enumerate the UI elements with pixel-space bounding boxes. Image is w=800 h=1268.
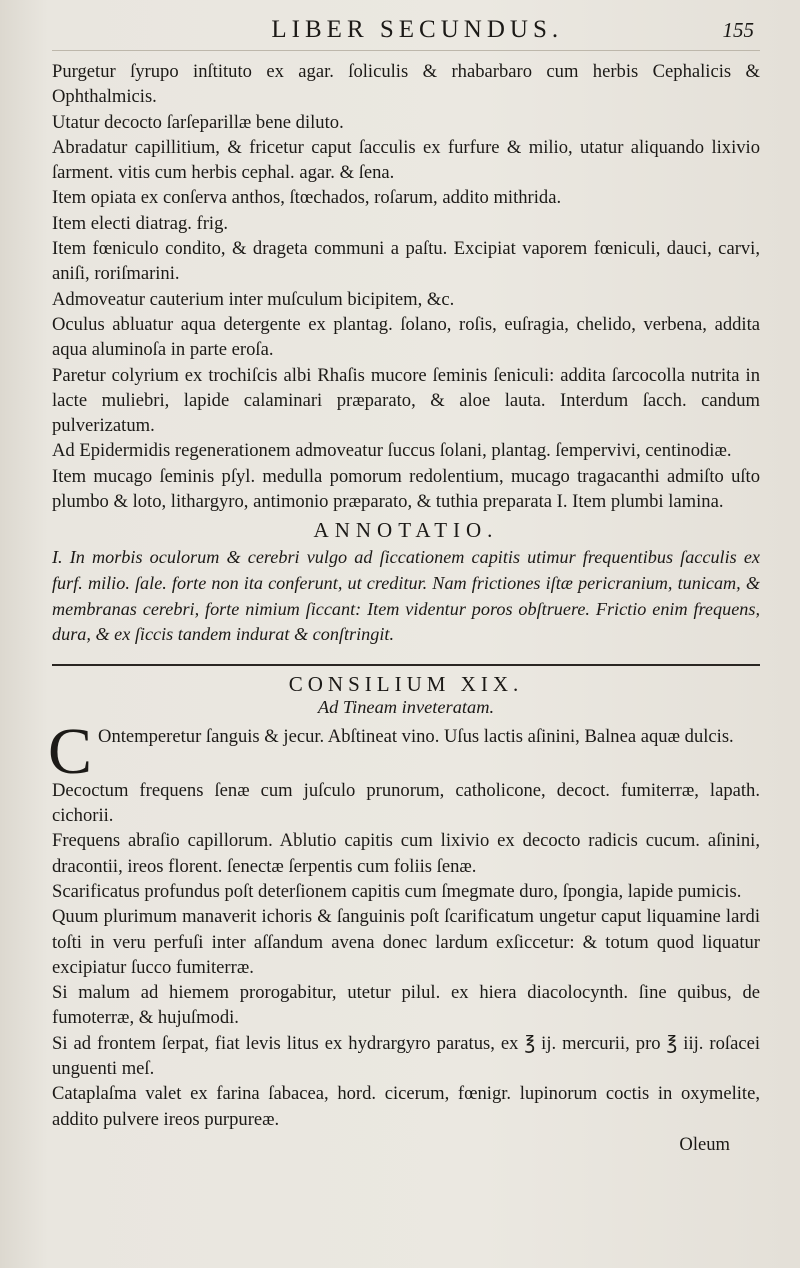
opening-paragraph (48, 714, 760, 788)
annotation-section (52, 518, 760, 647)
consilium-paragraph: Decoctum frequens ſenæ cum juſculo prunorum, catholicone, decoct. fumiterræ, lapath. cichorii. (52, 779, 760, 827)
prescription-paragraph: Item electi diatrag. frig. (52, 212, 229, 234)
annotation-text: I. In morbis oculorum & cerebri vulgo ad ſiccationem capitis utimur frequentibus ſacculis ex furf. milio. ſale. forte non ita conferunt, ut creditur. Nam frictiones iſtæ pericranium, tunicam, & membranas cerebri, forte nimium ſiccant: Item videntur poros obſtruere. Frictio enim frequens, dura, & ex ſiccis tandem indurat & conſtringit. (52, 547, 760, 645)
prescription-paragraph: Admoveatur cauterium inter muſculum bicipitem, &c. (52, 288, 455, 310)
prescription-paragraph: Item fœniculo condito, & drageta communi a paſtu. Excipiat vaporem fœniculi, dauci, carvi, aniſi, roriſmarini. (52, 238, 760, 285)
consilium-paragraph: Cataplaſma valet ex farina ſabacea, hord. cicerum, fœnigr. lupinorum coctis in oxymelite, addito pulvere ireos purpureæ. (52, 1083, 760, 1130)
consilium-paragraph: Si ad frontem ſerpat, fiat levis litus ex hydrargyro paratus, ex ℥ ij. mercurii, pro ℥ iij. roſacei unguenti meſ. (52, 1032, 760, 1079)
prescription-list (52, 59, 760, 514)
prescription-paragraph: Ad Epidermidis regenerationem admoveatur ſuccus ſolani, plantag. ſempervivi, centinodiæ. (52, 440, 732, 462)
prescription-paragraph: Purgetur ſyrupo inſtituto ex agar. ſoliculis & rhabarbaro cum herbis Cephalicis & Ophthalmicis. (52, 61, 760, 108)
consilium-paragraph: Frequens abraſio capillorum. Ablutio capitis cum lixivio ex decocto radicis cucum. aſinini, dracontii, ireos florent. ſenectæ ſerpentis cum foliis ſenæ. (52, 830, 760, 877)
annotation-heading: ANNOTATIO. (313, 518, 499, 543)
prescription-paragraph: Oculus abluatur aqua detergente ex plantag. ſolano, roſis, euſragia, chelido, verbena, addita aqua aluminoſa in parte eroſa. (52, 313, 760, 361)
running-header (52, 16, 760, 51)
consilium-body (48, 714, 760, 1132)
catchword: Oleum (679, 1133, 730, 1155)
prescription-paragraph: Paretur colyrium ex trochiſcis albi Rhaſis mucore ſeminis ſeniculi: addita ſarcocolla nutrita in lacte muliebri, lapide calaminari præparato, & aloe lauta. Interdum ſacch. candum pulverizatum. (52, 364, 760, 437)
prescription-paragraph: Item mucago ſeminis pſyl. medulla pomorum redolentium, mucago tragacanthi admiſto uſto plumbo & loto, lithargyro, antimonio præparato, & tuthia preparata I. Item plumbi lamina. (52, 465, 760, 513)
prescription-paragraph: Utatur decocto ſarſeparillæ bene diluto. (52, 111, 344, 133)
consilium-paragraph: Quum plurimum manaverit ichoris & ſanguinis poſt ſcarificatum ungetur caput liquamine lardi toſti in veru perfuſi inter aſſandum avena donec lardum exſiccetur: & totum quod liquatur excipiatur ſucco fumiterræ. (52, 906, 760, 978)
opening-text: Ontemperetur ſanguis & jecur. Abſtineat vino. Uſus lactis aſinini, Balnea aquæ dulcis. (98, 725, 734, 747)
consilium-paragraph: Scarificatus profundus poſt deterſionem capitis cum ſmegmate duro, ſpongia, lapide pumicis. (52, 880, 742, 902)
consilium-paragraph: Si malum ad hiemem prorogabitur, utetur pilul. ex hiera diacolocynth. ſine quibus, de fumoterræ, & hujuſmodi. (52, 982, 760, 1029)
prescription-paragraph: Item opiata ex conſerva anthos, ſtœchados, roſarum, addito mithrida. (52, 187, 562, 209)
running-title: LIBER SECUNDUS. (271, 16, 564, 43)
prescription-paragraph: Abradatur capillitium, & fricetur caput ſacculis ex furfure & milio, utatur aliquando lixivio ſarment. vitis cum herbis cephal. agar. & ſena. (52, 136, 760, 184)
drop-cap: C (48, 714, 93, 788)
consilium-subheading: Ad Tineam inveteratam. (317, 696, 495, 717)
consilium-heading: CONSILIUM XIX. (288, 671, 524, 696)
section-divider (52, 664, 760, 666)
page-number: 155 (722, 18, 754, 42)
